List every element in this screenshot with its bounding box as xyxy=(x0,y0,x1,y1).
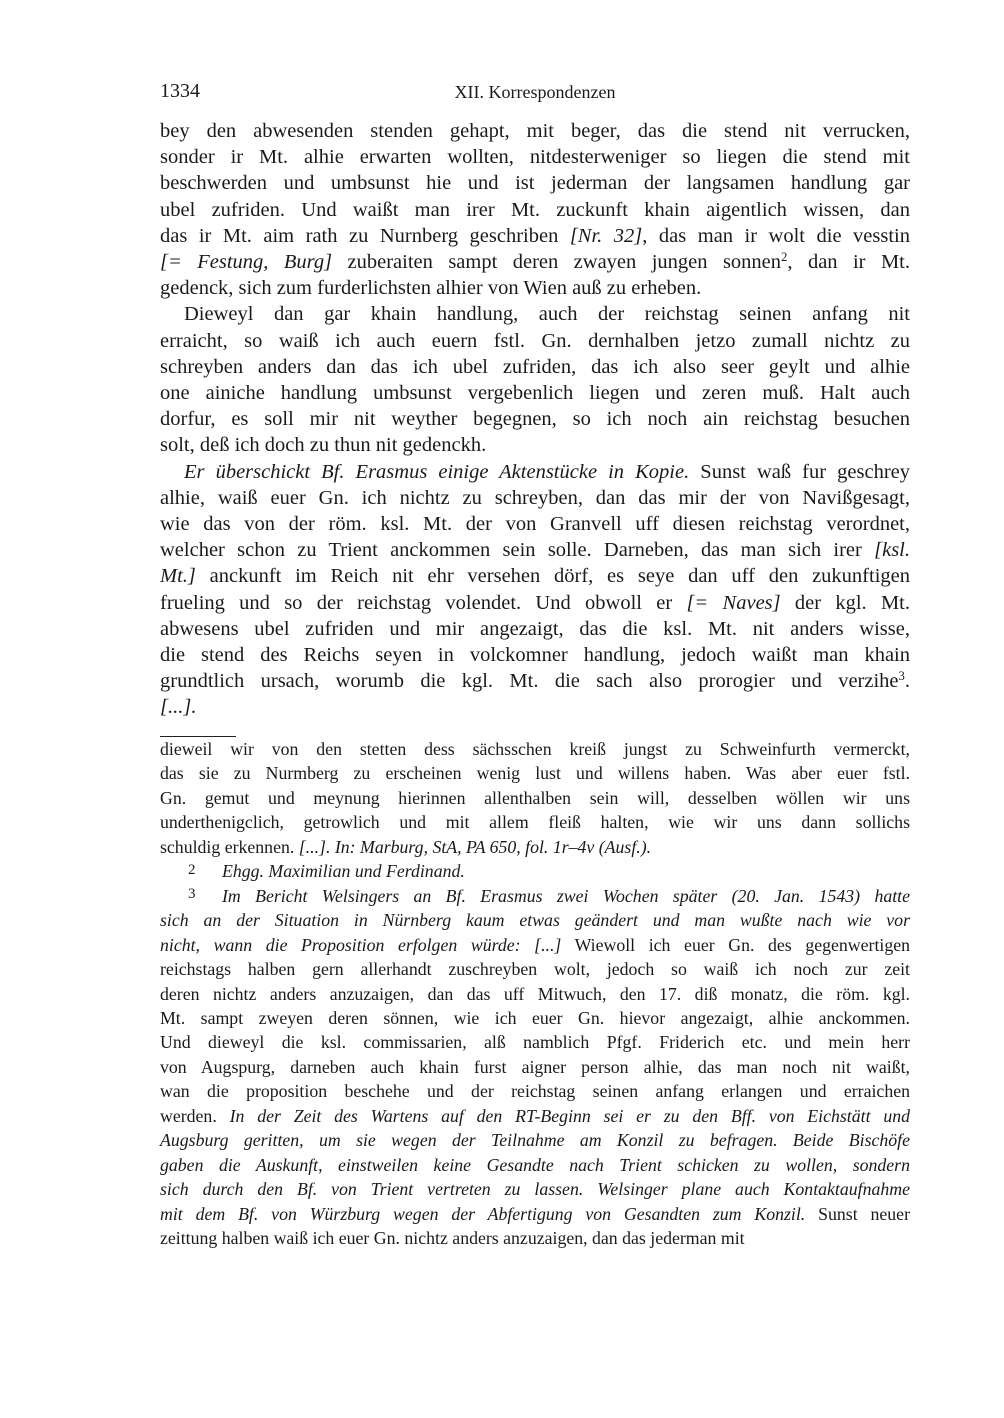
editorial-italic-text: [= Naves] xyxy=(686,591,781,614)
text-line xyxy=(160,670,910,693)
text-line xyxy=(160,618,910,641)
text-segment: werden. xyxy=(160,1105,230,1126)
text-line xyxy=(160,644,910,667)
text-line xyxy=(160,763,910,784)
text-line xyxy=(160,910,910,931)
text-line xyxy=(160,1130,910,1151)
text-segment: deren nichtz anders anzuzaigen, dan das uff Mitwuch, den 17. diß monatz, die röm. kgl. xyxy=(160,983,910,1004)
text-line xyxy=(160,461,910,484)
editorial-italic-text: [Nr. 32] xyxy=(569,224,643,247)
text-line xyxy=(160,837,910,858)
text-segment: solt, deß ich doch zu thun nit gedenckh. xyxy=(160,434,487,457)
editorial-italic-text: sich durch den Bf. von Trient vertreten zu lassen. Welsinger plane auch Kontaktaufnahme xyxy=(160,1179,910,1200)
running-head: XII. Korrespondenzen xyxy=(454,82,616,102)
text-segment: gedenck, sich zum furderlichsten alhier von Wien auß zu erheben. xyxy=(160,277,702,300)
text-line xyxy=(160,513,910,536)
text-line xyxy=(160,539,910,562)
editorial-italic-text: [...]. xyxy=(160,696,197,719)
text-line xyxy=(160,1081,910,1102)
text-segment: wie das von der röm. ksl. Mt. der von Granvell uff diesen reichstag verordnet, xyxy=(160,513,910,535)
text-line xyxy=(160,592,910,615)
text-segment: beschwerden und umbsunst hie und ist jederman der langsamen handlung gar xyxy=(160,172,910,195)
text-segment: von Augspurg, darneben auch khain furst aigner person alhie, das man noch nit waißt, xyxy=(160,1056,910,1077)
text-line xyxy=(160,984,910,1005)
text-segment: bey den abwesenden stenden gehapt, mit beger, das die stend nit verrucken, xyxy=(160,120,910,142)
text-segment: Dieweyl dan gar khain handlung, auch der reichstag seinen anfang nit xyxy=(184,303,910,326)
text-segment: Wiewoll ich euer Gn. des gegenwertigen xyxy=(561,934,910,955)
editorial-italic-text: sich an der Situation in Nürnberg kaum etwas geändert und man wußte nach wie vor xyxy=(160,910,910,931)
editorial-italic-text: nicht, wann die Proposition erfolgen würde: [...] xyxy=(160,934,562,955)
footnote-number: 2 xyxy=(188,861,196,878)
text-line xyxy=(160,1204,910,1225)
text-segment: dieweil wir von den stetten dess sächsschen kreiß jungst zu Schweinfurth vermerckt, xyxy=(160,739,910,759)
text-line xyxy=(160,696,910,719)
text-segment: zuberaiten sampt deren zwayen jungen sonnen xyxy=(332,251,782,273)
text-segment: zeittung halben waiß ich euer Gn. nichtz anders anzuzaigen, dan das jederman mit xyxy=(160,1228,745,1248)
text-segment: Und dieweyl die ksl. commissarien, alß namblich Pfgf. Friderich etc. und mein herr xyxy=(160,1032,910,1053)
editorial-italic-text: mit dem Bf. von Würzburg wegen der Abfertigung von Gesandten zum Konzil. xyxy=(160,1203,806,1224)
text-segment: frueling und so der reichstag volendet. Und obwoll er xyxy=(160,591,687,614)
footnote-reference: 3 xyxy=(898,669,905,684)
text-segment: anckunft im Reich nit ehr versehen dörf, es seye dan uff den zukunftigen xyxy=(195,565,910,588)
text-line xyxy=(160,199,910,222)
text-line xyxy=(160,788,910,809)
editorial-italic-text: [...]. In: Marburg, StA, PA 650, fol. 1r–4v (Ausf.). xyxy=(298,836,652,857)
text-line xyxy=(160,959,910,980)
text-segment: sonder ir Mt. alhie erwarten wollten, nitdesterweniger so liegen die stend mit xyxy=(160,146,910,169)
text-line xyxy=(160,1032,910,1053)
text-line xyxy=(160,1008,910,1029)
text-line xyxy=(160,1228,910,1249)
text-line xyxy=(160,935,910,956)
text-line xyxy=(160,251,910,274)
text-line xyxy=(160,434,910,457)
editorial-italic-text: In der Zeit des Wartens auf den RT-Beginn sei er zu den Bff. von Eichstätt und xyxy=(229,1105,910,1126)
text-segment: Sunst neuer xyxy=(805,1203,910,1224)
text-segment: reichstags halben gern allerhandt zuschreyben wolt, jedoch so waiß ich noch zur zeit xyxy=(160,959,910,980)
text-segment: das ir Mt. aim rath zu Nurnberg geschriben xyxy=(160,224,570,247)
editorial-italic-text: Mt.] xyxy=(160,565,196,588)
text-line xyxy=(160,146,910,169)
editorial-italic-text: [ksl. xyxy=(874,539,910,562)
editorial-italic-text: Er überschickt Bf. Erasmus einige Aktenstücke in Kopie. xyxy=(184,460,690,483)
text-segment: abwesens ubel zufriden und mir angezaigt, das die ksl. Mt. nit anders wisse, xyxy=(160,617,910,640)
text-segment: schuldig erkennen. xyxy=(160,836,299,857)
footnote-number: 3 xyxy=(188,885,196,902)
text-line xyxy=(160,225,910,248)
text-segment: , das man ir wolt die vesstin xyxy=(642,224,910,247)
text-line xyxy=(160,886,910,907)
text-line xyxy=(160,330,910,353)
text-segment: erraicht, so waiß ich auch euern fstl. Gn. dernhalben jetzo zumall nichtz zu xyxy=(160,329,910,352)
text-line xyxy=(160,303,910,326)
text-segment: schreyben anders dan das ich ubel zufriden, das ich also seer geylt und alhie xyxy=(160,355,910,378)
text-segment: Sunst waß fur geschrey xyxy=(689,460,910,483)
footnote-rule xyxy=(160,736,236,737)
text-line xyxy=(160,277,910,300)
text-segment: wan die proposition beschehe und der reichstag seinen anfang erlangen und erraichen xyxy=(160,1081,910,1102)
text-line xyxy=(160,565,910,588)
text-segment: das sie zu Nurmberg zu erscheinen wenig lust und willens haben. Was aber euer fstl. xyxy=(160,763,910,784)
text-segment: grundtlich ursach, worumb die kgl. Mt. die sach also prorogier und verzihe xyxy=(160,670,899,693)
text-segment: alhie, waiß euer Gn. ich nichtz zu schreyben, dan das mir der von Navißgesagt, xyxy=(160,486,910,509)
text-segment: der kgl. Mt. xyxy=(780,591,911,614)
text-segment: Gn. gemut und meynung hierinnen allenthalben sein will, desselben wöllen wir uns xyxy=(160,787,910,808)
footnote-reference: 2 xyxy=(781,250,788,265)
text-segment: underthenigclich, getrowlich und mit allem fleiß halten, wie wir uns dann sollichs xyxy=(160,812,910,833)
text-line xyxy=(160,1155,910,1176)
text-line xyxy=(160,739,910,760)
text-segment: ubel zufriden. Und waißt man irer Mt. zuckunft khain aigentlich wissen, dan xyxy=(160,198,910,221)
text-line xyxy=(160,861,910,882)
text-line xyxy=(160,382,910,405)
text-line xyxy=(160,1057,910,1078)
text-segment: die stend des Reichs seyen in volckomner handlung, jedoch waißt man khain xyxy=(160,644,910,666)
text-segment: Mt. sampt zweyen deren sönnen, wie ich euer Gn. hievor angezaigt, alhie anckommen. xyxy=(160,1007,910,1028)
text-line xyxy=(160,487,910,510)
text-line xyxy=(160,172,910,195)
editorial-italic-text: Ehgg. Maximilian und Ferdinand. xyxy=(222,861,465,882)
text-line xyxy=(160,812,910,833)
text-segment: dorfur, es soll mir nit weyther begegnen, so ich noch ain reichstag besuchen xyxy=(160,408,910,431)
editorial-italic-text: gaben die Auskunft, einstweilen keine Gesandte nach Trient schicken zu wollen, sondern xyxy=(160,1154,910,1175)
text-line xyxy=(160,356,910,379)
text-segment: . xyxy=(904,670,910,693)
editorial-italic-text: Im Bericht Welsingers an Bf. Erasmus zwei Wochen später (20. Jan. 1543) hatte xyxy=(222,885,910,906)
editorial-italic-text: Augsburg geritten, um sie wegen der Teilnahme am Konzil zu befragen. Beide Bischöfe xyxy=(160,1130,910,1151)
text-line xyxy=(160,408,910,431)
text-segment: one ainiche handlung umbsunst vergebenlich liegen und zeren muß. Halt auch xyxy=(160,382,910,404)
text-segment: , dan ir Mt. xyxy=(787,251,910,273)
text-line xyxy=(160,1179,910,1200)
page-number: 1334 xyxy=(160,80,200,102)
text-line xyxy=(160,1106,910,1127)
text-line xyxy=(160,120,910,143)
text-segment: welcher schon zu Trient anckommen sein solle. Darneben, das man sich irer xyxy=(160,539,875,562)
editorial-italic-text: [= Festung, Burg] xyxy=(160,251,333,273)
